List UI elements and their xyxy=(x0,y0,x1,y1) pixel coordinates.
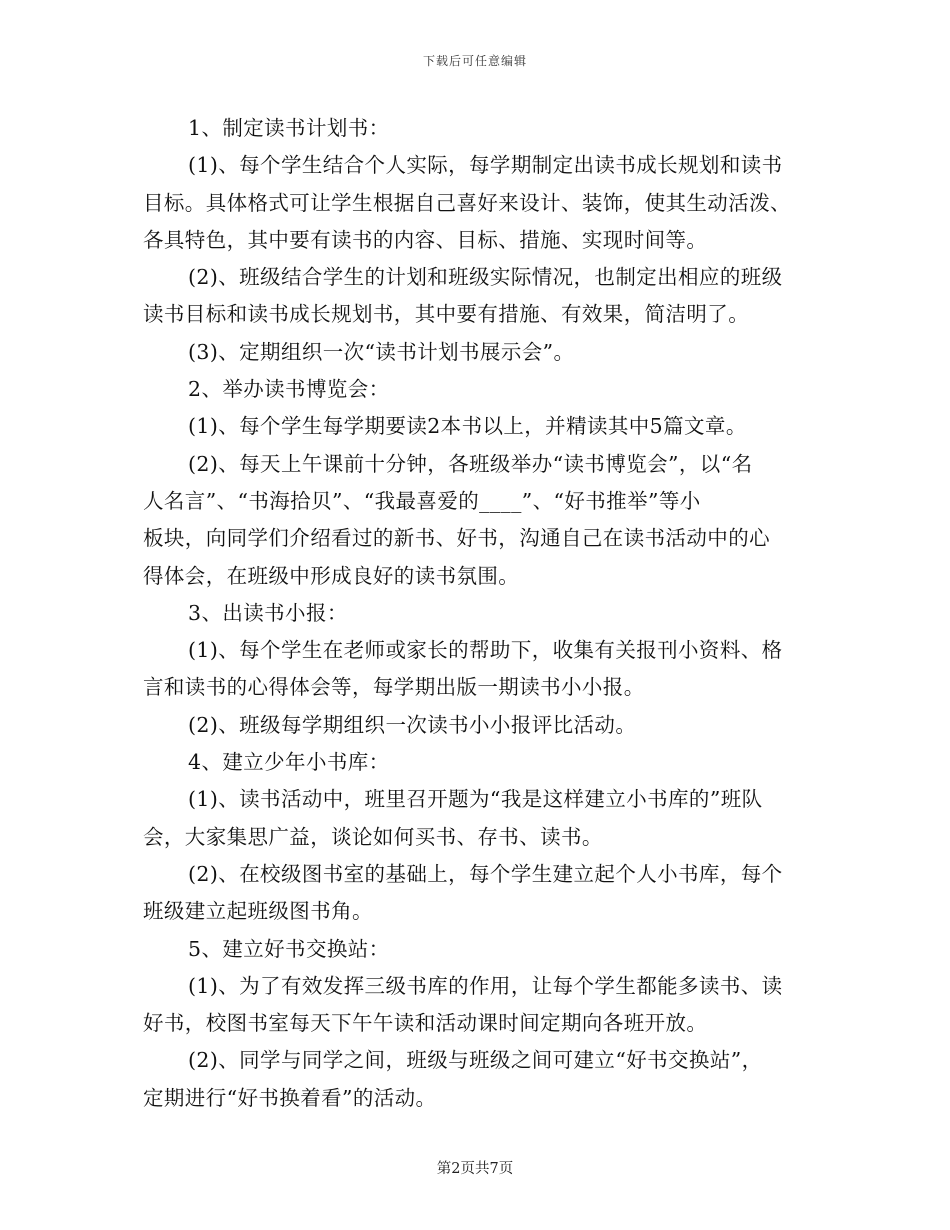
text-line: 言和读书的心得体会等，每学期出版一期读书小小报。 xyxy=(143,675,645,700)
text-line: 人名言”、“书海拾贝”、“我最喜爱的____”、“好书推举”等小 xyxy=(143,488,701,513)
text-line: (1)、每个学生每学期要读2本书以上，并精读其中5篇文章。 xyxy=(188,414,747,439)
text-line: 4、建立少年小书库： xyxy=(188,750,390,775)
text-line: (1)、读书活动中，班里召开题为“我是这样建立小书库的”班队 xyxy=(188,787,763,812)
text-line: 3、出读书小报： xyxy=(188,600,348,625)
text-line: 1、制定读书计划书： xyxy=(188,116,390,140)
text-line: (2)、在校级图书室的基础上，每个学生建立起个人小书库，每个 xyxy=(188,861,783,886)
text-line: (3)、定期组织一次“读书计划书展示会”。 xyxy=(188,339,575,364)
text-line: 定期进行“好书换着看”的活动。 xyxy=(143,1085,437,1110)
text-line: (1)、每个学生结合个人实际，每学期制定出读书成长规划和读书 xyxy=(188,153,783,178)
text-line: 目标。具体格式可让学生根据自己喜好来设计、装饰，使其生动活泼、 xyxy=(143,190,791,215)
text-line: (2)、班级结合学生的计划和班级实际情况，也制定出相应的班级 xyxy=(188,265,783,290)
text-line: 5、建立好书交换站： xyxy=(188,936,390,961)
text-line: (2)、每天上午课前十分钟，各班级举办“读书博览会”，以“名 xyxy=(188,451,753,476)
text-line: 读书目标和读书成长规划书，其中要有措施、有效果，简洁明了。 xyxy=(143,302,750,327)
text-line: 2、举办读书博览会： xyxy=(188,377,390,402)
text-line: 各具特色，其中要有读书的内容、目标、措施、实现时间等。 xyxy=(143,227,708,252)
text-line: (1)、为了有效发挥三级书库的作用，让每个学生都能多读书、读 xyxy=(188,973,783,998)
text-line: 会，大家集思广益，谈论如何买书、存书、读书。 xyxy=(143,824,603,849)
page-header: 下载后可任意编辑 xyxy=(422,54,527,68)
text-line: (1)、每个学生在老师或家长的帮助下，收集有关报刊小资料、格 xyxy=(188,638,783,663)
document-body xyxy=(143,110,811,1117)
text-line: 得体会，在班级中形成良好的读书氛围。 xyxy=(143,563,520,588)
text-line: 好书，校图书室每天下午午读和活动课时间定期向各班开放。 xyxy=(143,1011,708,1036)
text-line: 板块，向同学们介绍看过的新书、好书，沟通自己在读书活动中的心 xyxy=(143,526,770,551)
page-footer: 第2页共7页 xyxy=(436,1161,514,1177)
text-line: 班级建立起班级图书角。 xyxy=(143,899,373,924)
text-line: (2)、班级每学期组织一次读书小小报评比活动。 xyxy=(188,712,637,737)
text-line: (2)、同学与同学之间，班级与班级之间可建立“好书交换站”， xyxy=(188,1048,763,1073)
